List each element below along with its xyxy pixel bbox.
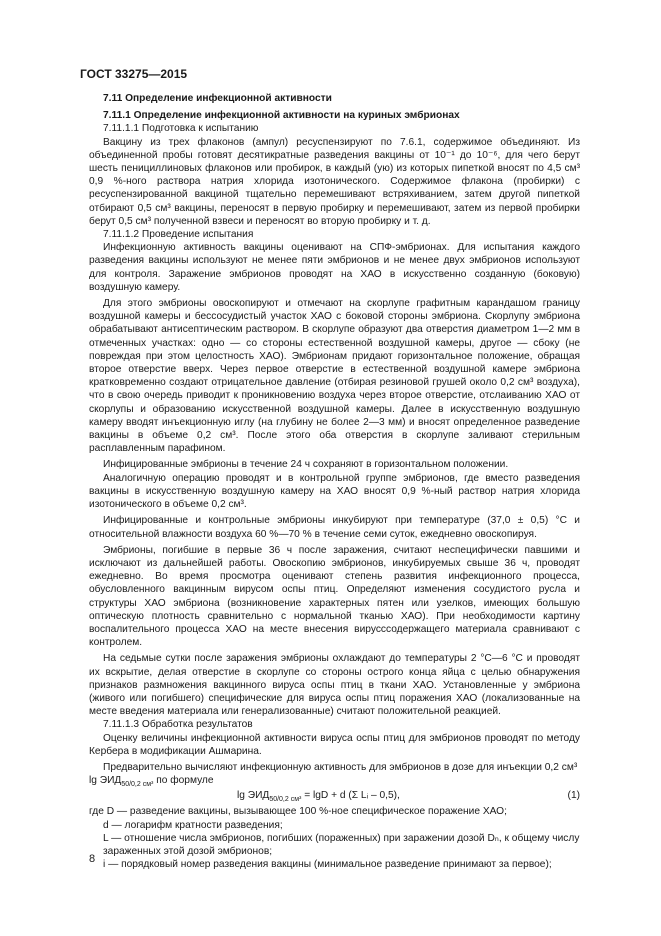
document-header: ГОСТ 33275—2015	[80, 67, 188, 81]
subsection-title: 7.11.1 Определение инфекционной активности на куриных эмбрионах	[103, 110, 460, 122]
formula-right: = lgD + d (Σ Lᵢ – 0,5),	[304, 790, 400, 802]
formula-number: (1)	[567, 790, 580, 802]
paragraph: Оценку величины инфекционной активности вируса оспы птиц для эмбрионов проводят по методу Кербера в модификации Ашмарина.	[89, 732, 580, 757]
definition-D: где D — разведение вакцины, вызывающее 100 %-ное специфическое поражение ХАО;	[89, 806, 507, 818]
paragraph: Аналогичную операцию проводят и в контрольной группе эмбрионов, где вместо разведения вакцины в искусственную воздушную камеру на ХАО вносят 0,9 %-ный раствор натрия хлорида изотонического в объеме 0,2 см³.	[89, 472, 580, 511]
formula-sub: 50/0,2 см³	[269, 796, 302, 804]
definition-L: L — отношение числа эмбрионов, погибших (пораженных) при заражении дозой Dₙ, к общему числу	[103, 832, 580, 844]
formula-left: lg ЭИД	[237, 790, 270, 802]
definition-d: d — логарифм кратности разведения;	[103, 819, 283, 831]
definition-L-continued: зараженных этой дозой эмбрионов;	[103, 845, 273, 857]
paragraph: На седьмые сутки после заражения эмбрионы охлаждают до температуры 2 °С—6 °С и проводят их вскрытие, делая отверстие в скорлупе со стороны острого конца яйца с целью обнаружения признаков размножения вакцинного вируса оспы птиц в ткани ХАО. Установленные у эмбриона (живого или погибшего) специфические для вируса оспы птиц поражения ХАО (локализованные на месте введения материала или генерализованные) считают положительной реакцией.	[89, 653, 580, 718]
formula-intro-text: по формуле	[156, 775, 214, 787]
paragraph: Предварительно вычисляют инфекционную активность для эмбрионов в дозе для инъекции 0,2 см³	[103, 761, 578, 773]
formula-intro	[89, 774, 580, 787]
paragraph: Инфекционную активность вакцины оценивают на СПФ-эмбрионах. Для испытания каждого разведения вакцины используют не менее пяти эмбрионов и не менее двух эмбрионов используют для контроля. Заражение эмбрионов проводят на ХАО в искусственно созданную (боковую) воздушную камеру.	[89, 242, 580, 293]
clause-title-results: 7.11.1.3 Обработка результатов	[103, 719, 253, 731]
formula-intro-lg: lg ЭИД	[89, 775, 122, 787]
formula-expression	[237, 789, 400, 802]
definition-i: i — порядковый номер разведения вакцины (минимальное разведение принимают за первое);	[103, 859, 552, 871]
paragraph: Эмбрионы, погибшие в первые 36 ч после заражения, считают неспецифически павшими и исключают из дальнейшей работы. Овоскопию эмбрионов, инкубируемых свыше 36 ч, проводят ежедневно. Во время просмотра оценивают степень развития инфекционного процесса, обусловленного вакцинным вирусом оспы птиц. Определяют изменения сосудистого русла и структуры ХАО эмбриона (возникновение характерных пятен или узелков, имеющих большую оптическую плотность сравнительно с нормальной тканью ХАО). При необходимости картину воспалительного процесса ХАО на месте внесения вирусссодержащего материала сравнивают с контролем.	[89, 544, 580, 649]
formula-1	[89, 789, 580, 805]
page-number: 8	[89, 853, 96, 865]
clause-title-preparation: 7.11.1.1 Подготовка к испытанию	[103, 123, 259, 135]
paragraph: Инфицированные и контрольные эмбрионы инкубируют при температуре (37,0 ± 0,5) °С и относительной влажности воздуха 60 %—70 % в течение семи суток, ежедневно овоскопируя.	[89, 515, 580, 540]
clause-title-testing: 7.11.1.2 Проведение испытания	[103, 229, 254, 241]
paragraph: Вакцину из трех флаконов (ампул) ресуспензируют по 7.6.1, содержимое объединяют. Из объединенной пробы готовят десятикратные разведения вакцины от 10⁻¹ до 10⁻⁶, для чего берут шесть пенициллиновых флаконов или пробирок, в каждый (ую) из которых пипеткой вносят по 4,5 см³ 0,9 %-ного раствора натрия хлорида изотонического. Содержимое флакона (пробирки) с ресуспензированной вакциной тщательно перемешивают встряхиванием, затем другой пипеткой отбирают 0,5 см³ вакцины, переносят в первую пробирку и перемешивают, затем из первой пробирки берут 0,5 см³ полученной взвеси и переносят во вторую пробирку и т. д.	[89, 136, 580, 227]
paragraph: Инфицированные эмбрионы в течение 24 ч сохраняют в горизонтальном положении.	[103, 459, 509, 471]
document-body	[89, 92, 580, 871]
section-title: 7.11 Определение инфекционной активности	[103, 93, 332, 104]
formula-intro-sub: 50/0,2 см³	[121, 781, 154, 789]
paragraph: Для этого эмбрионы овоскопируют и отмечают на скорлупе графитным карандашом границу воздушной камеры и бессосудистый участок ХАО с боковой стороны эмбриона. Скорлупу эмбриона обрабатывают антисептическим раствором. В скорлупе образуют два отверстия диаметром 1—2 мм в отмеченных участках: одно — со стороны естественной воздушной камеры, другое — сбоку (не повреждая при этом целостность ХАО). Эмбрионам придают горизонтальное положение, обращая второе отверстие вверх. Через первое отверстие в естественной воздушной камере эмбриона кратковременно создают отрицательное давление (отбирая резиновой грушей около 0,2 см³ воздуха), что в свою очередь приводит к проникновению воздуха через второе отверстие, отслаиванию ХАО от скорлупы и образованию искусственной воздушной камеры. Далее в искусственную воздушную камеру вводят инъекционную иглу (на глубину не более 2—3 мм) и вносят определенное разведение вакцины в объеме 0,2 см³. После этого оба отверстия в скорлупе заливают стерильным расплавленным парафином.	[89, 298, 580, 455]
